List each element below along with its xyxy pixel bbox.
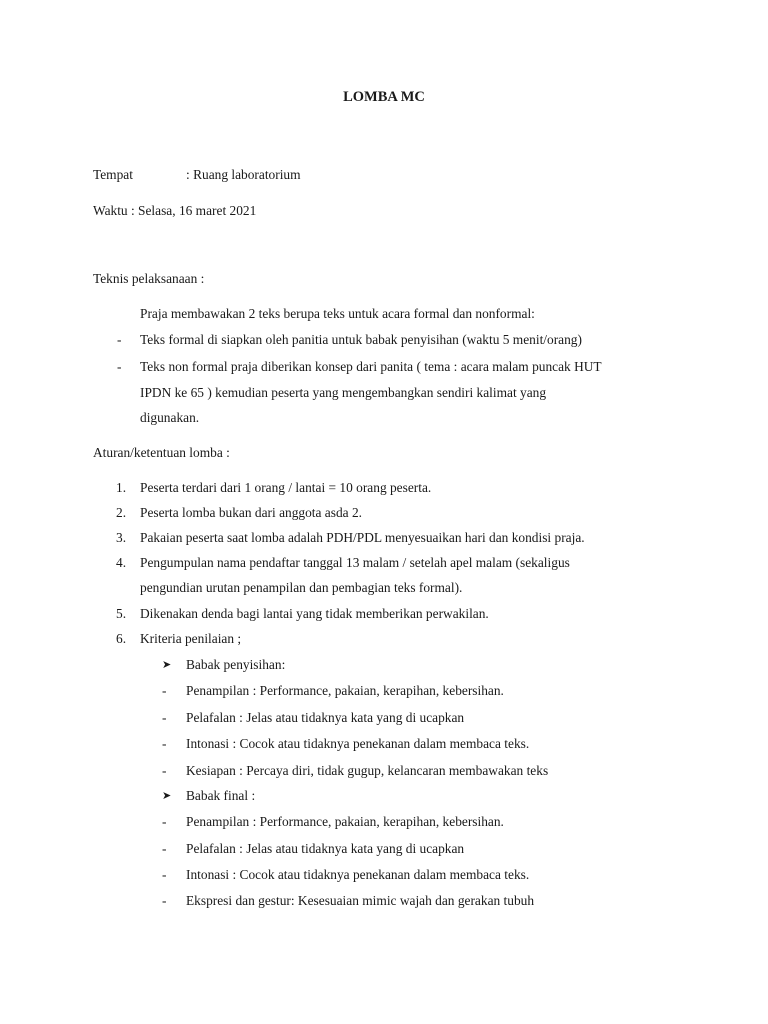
final-item: Ekspresi dan gestur: Kesesuaian mimic wajah dan gerakan tubuh xyxy=(186,893,535,908)
penyisihan-heading: Babak penyisihan: xyxy=(186,657,286,672)
bullet-dash: - xyxy=(117,332,122,347)
teknis-item-formal: Teks formal di siapkan oleh panitia untuk babak penyisihan (waktu 5 menit/orang) xyxy=(140,332,582,347)
bullet-dash: - xyxy=(162,814,167,829)
penyisihan-item: Kesiapan : Percaya diri, tidak gugup, kelancaran membawakan teks xyxy=(186,763,549,778)
aturan-item: Pengumpulan nama pendaftar tanggal 13 malam / setelah apel malam (sekaligus xyxy=(140,555,570,570)
list-number: 2. xyxy=(116,505,127,520)
aturan-item: Peserta lomba bukan dari anggota asda 2. xyxy=(140,505,362,520)
aturan-item: Dikenakan denda bagi lantai yang tidak memberikan perwakilan. xyxy=(140,606,489,621)
waktu-line: Waktu : Selasa, 16 maret 2021 xyxy=(93,203,257,218)
arrow-bullet-icon: ➤ xyxy=(162,790,172,802)
bullet-dash: - xyxy=(162,841,167,856)
list-number: 3. xyxy=(116,530,127,545)
bullet-dash: - xyxy=(162,736,167,751)
teknis-intro: Praja membawakan 2 teks berupa teks untuk acara formal dan nonformal: xyxy=(140,306,535,321)
list-number: 5. xyxy=(116,606,127,621)
arrow-bullet-icon: ➤ xyxy=(162,659,172,671)
tempat-value: : Ruang laboratorium xyxy=(186,167,301,182)
aturan-item: Kriteria penilaian ; xyxy=(140,631,242,646)
final-item: Pelafalan : Jelas atau tidaknya kata yang di ucapkan xyxy=(186,841,465,856)
penyisihan-item: Pelafalan : Jelas atau tidaknya kata yang di ucapkan xyxy=(186,710,465,725)
final-heading: Babak final : xyxy=(186,788,256,803)
tempat-label: Tempat xyxy=(93,167,133,182)
document-title: LOMBA MC xyxy=(343,89,425,105)
bullet-dash: - xyxy=(162,763,167,778)
teknis-item-nonformal-line: IPDN ke 65 ) kemudian peserta yang mengembangkan sendiri kalimat yang xyxy=(140,385,547,400)
teknis-item-nonformal-line: Teks non formal praja diberikan konsep dari panita ( tema : acara malam puncak HUT xyxy=(140,359,602,374)
bullet-dash: - xyxy=(162,710,167,725)
bullet-dash: - xyxy=(117,359,122,374)
aturan-item: Peserta terdari dari 1 orang / lantai = 10 orang peserta. xyxy=(140,480,432,495)
aturan-item: Pakaian peserta saat lomba adalah PDH/PDL menyesuaikan hari dan kondisi praja. xyxy=(140,530,585,545)
list-number: 4. xyxy=(116,555,127,570)
final-item: Penampilan : Performance, pakaian, kerapihan, kebersihan. xyxy=(186,814,504,829)
teknis-heading: Teknis pelaksanaan : xyxy=(93,271,205,286)
bullet-dash: - xyxy=(162,683,167,698)
bullet-dash: - xyxy=(162,893,167,908)
teknis-item-nonformal-line: digunakan. xyxy=(140,410,200,425)
penyisihan-item: Penampilan : Performance, pakaian, kerapihan, kebersihan. xyxy=(186,683,504,698)
penyisihan-item: Intonasi : Cocok atau tidaknya penekanan dalam membaca teks. xyxy=(186,736,530,751)
final-item: Intonasi : Cocok atau tidaknya penekanan dalam membaca teks. xyxy=(186,867,530,882)
list-number: 1. xyxy=(116,480,127,495)
aturan-heading: Aturan/ketentuan lomba : xyxy=(93,445,230,460)
aturan-item-continuation: pengundian urutan penampilan dan pembagian teks formal). xyxy=(140,580,463,595)
list-number: 6. xyxy=(116,631,127,646)
bullet-dash: - xyxy=(162,867,167,882)
